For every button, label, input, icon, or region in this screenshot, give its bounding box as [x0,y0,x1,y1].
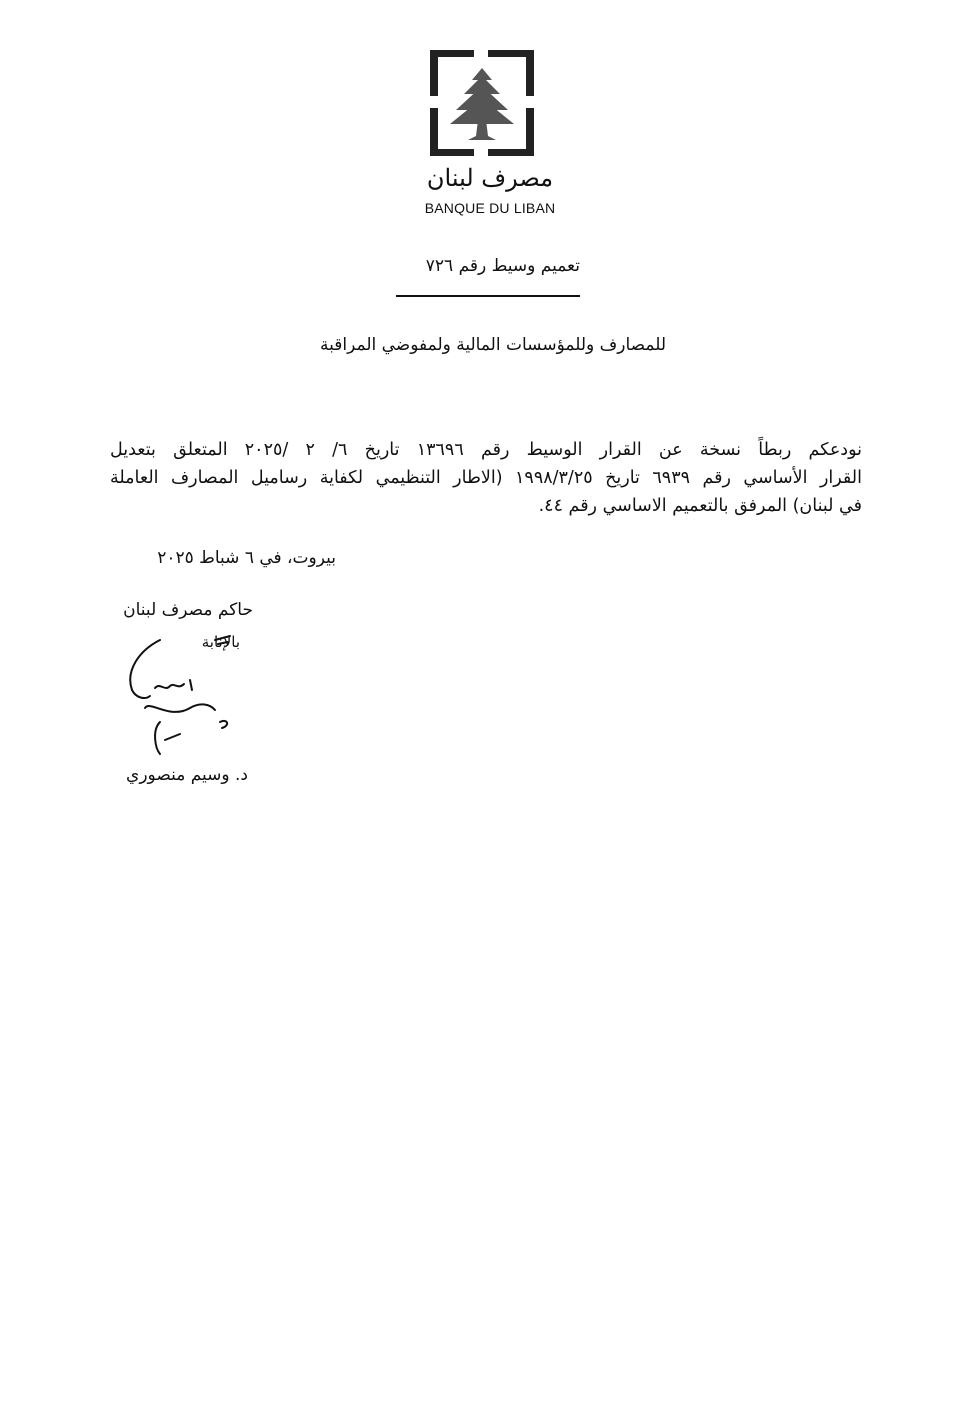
handwritten-signature [110,630,250,760]
bank-logo-icon [430,50,534,156]
title-underline [396,295,580,297]
date-line: بيروت، في ٦ شباط ٢٠٢٥ [157,548,336,568]
addressee: للمصارف وللمؤسسات المالية ولمفوضي المراقبة [320,335,666,355]
bank-name-arabic: مصرف لبنان [426,164,554,192]
signatory-name: د. وسيم منصوري [126,765,248,785]
circular-title: تعميم وسيط رقم ٧٢٦ [425,256,580,276]
body-line: في لبنان) المرفق بالتعميم الاساسي رقم ٤٤. [538,496,862,516]
body-line: نودعكم ربطاً نسخة عن القرار الوسيط رقم ١٣٦٩٦ تاريخ ٦/ ٢ /٢٠٢٥ المتعلق بتعديل [110,440,862,460]
body-line: القرار الأساسي رقم ٦٩٣٩ تاريخ ١٩٩٨/٣/٢٥ (الاطار التنظيمي لكفاية رساميل المصارف العاملة [110,468,862,488]
proxy-note: بالإنابة [201,633,240,651]
signatory-title: حاكم مصرف لبنان [123,600,253,620]
bank-name-english: BANQUE DU LIBAN [424,200,556,216]
